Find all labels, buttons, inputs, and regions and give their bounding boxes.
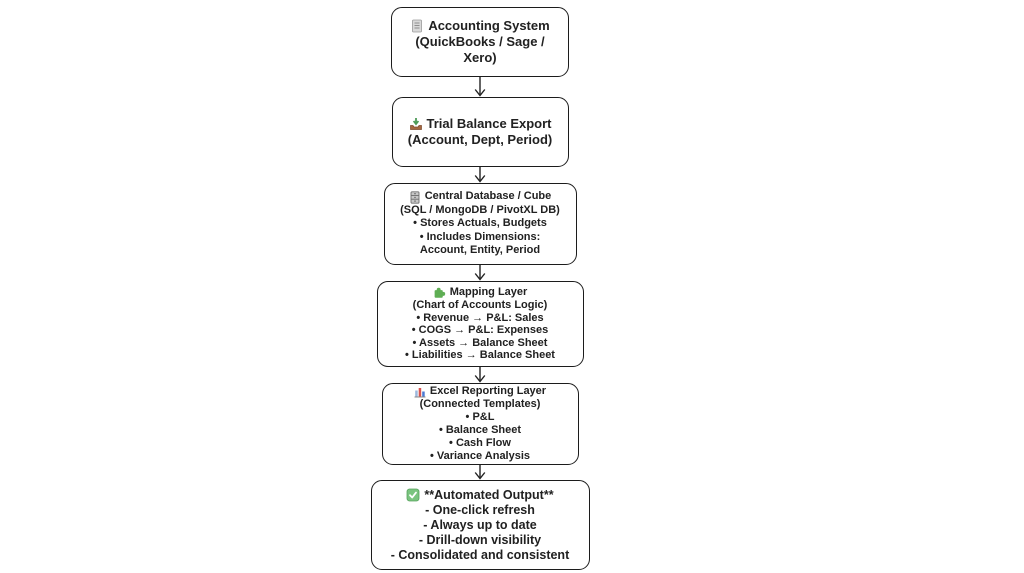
bar-chart-icon [414, 386, 426, 398]
node-line: - Consolidated and consistent [390, 547, 570, 562]
flow-node-central-database-cube [384, 183, 577, 265]
ledger-icon [410, 19, 424, 33]
flow-arrow [473, 265, 487, 281]
node-line: • Stores Actuals, Budgets [413, 217, 547, 230]
node-line: (Connected Templates) [419, 398, 541, 410]
puzzle-icon [433, 286, 446, 299]
flow-node-excel-reporting-layer [382, 383, 579, 465]
flow-arrow [473, 367, 487, 383]
node-line: • Balance Sheet [438, 424, 522, 436]
node-line: • Variance Analysis [429, 450, 531, 462]
flow-arrow [473, 77, 487, 97]
node-title-text: Mapping Layer [449, 286, 528, 299]
flow-node-trial-balance-export [392, 97, 569, 167]
node-line: Account, Entity, Period [419, 244, 541, 257]
node-line: (SQL / MongoDB / PivotXL DB) [400, 203, 560, 216]
flow-arrow [473, 167, 487, 183]
flow-node-mapping-layer [377, 281, 584, 367]
node-title-text: Excel Reporting Layer [429, 385, 547, 397]
node-line: • Liabilities → Balance Sheet [405, 349, 555, 362]
node-line: (QuickBooks / Sage / [415, 34, 545, 49]
check-icon [406, 488, 420, 502]
node-line: (Chart of Accounts Logic) [412, 299, 548, 312]
node-title-text: **Automated Output** [424, 487, 554, 502]
node-title-text: Trial Balance Export [426, 116, 552, 131]
node-line: - One-click refresh [425, 502, 535, 517]
node-line: • COGS → P&L: Expenses [411, 324, 549, 337]
node-line: • P&L [465, 411, 495, 423]
flow-node-automated-output [371, 480, 590, 570]
inbox-tray-icon [409, 117, 423, 131]
flow-node-accounting-system [391, 7, 569, 77]
node-line: - Drill-down visibility [418, 532, 542, 547]
node-line: • Cash Flow [449, 437, 511, 449]
node-title-text: Accounting System [428, 18, 550, 33]
flow-arrow [473, 465, 487, 480]
node-line: • Includes Dimensions: [419, 230, 541, 243]
flowchart [368, 7, 592, 570]
node-line: • Assets → Balance Sheet [412, 336, 548, 349]
node-line: - Always up to date [423, 517, 537, 532]
node-line: • Revenue → P&L: Sales [416, 311, 544, 324]
node-line: (Account, Dept, Period) [407, 132, 553, 147]
node-line: Xero) [463, 50, 497, 65]
database-icon [409, 191, 421, 204]
node-title-text: Central Database / Cube [424, 190, 552, 203]
